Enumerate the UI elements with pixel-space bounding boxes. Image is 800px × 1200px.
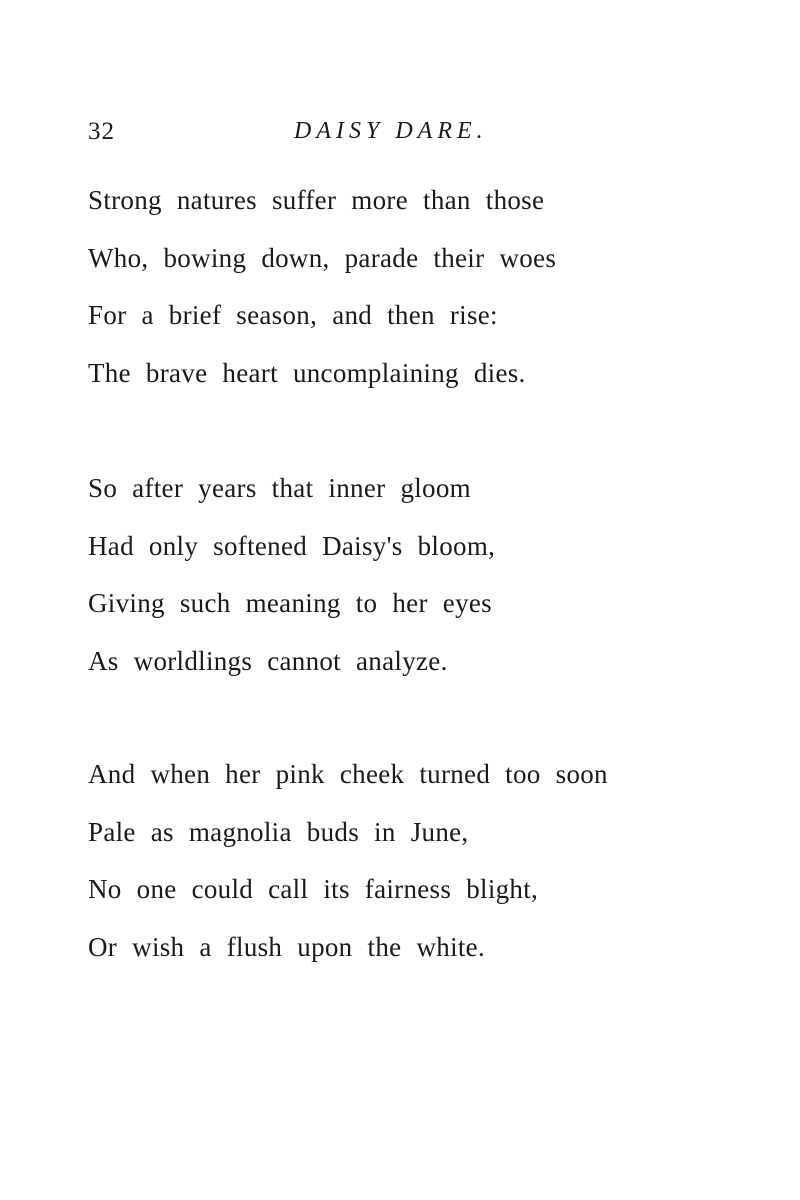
running-head — [88, 118, 608, 152]
running-title: DAISY DARE. — [294, 118, 488, 144]
stanza-1 — [88, 172, 556, 402]
poem-line: Giving such meaning to her eyes — [88, 588, 492, 618]
poem-line: No one could call its fairness blight, — [88, 874, 539, 904]
poem-line: Pale as magnolia buds in June, — [88, 816, 469, 847]
poem-line: Who, bowing down, parade their woes — [88, 242, 557, 273]
stanza-2 — [88, 460, 495, 690]
poem-line: The brave heart uncomplaining dies. — [88, 357, 526, 388]
page-number: 32 — [88, 118, 115, 145]
stanza-3 — [88, 746, 608, 976]
poem-line: As worldlings cannot analyze. — [88, 645, 448, 676]
poem-line: So after years that inner gloom — [88, 473, 471, 503]
poem-line: Strong natures suffer more than those — [88, 185, 545, 215]
poem-line: Or wish a flush upon the white. — [88, 931, 486, 962]
poem-line: Had only softened Daisy's bloom, — [88, 530, 496, 561]
poem-line: And when her pink cheek turned too soon — [88, 759, 608, 789]
poem-line: For a brief season, and then rise: — [88, 300, 498, 330]
